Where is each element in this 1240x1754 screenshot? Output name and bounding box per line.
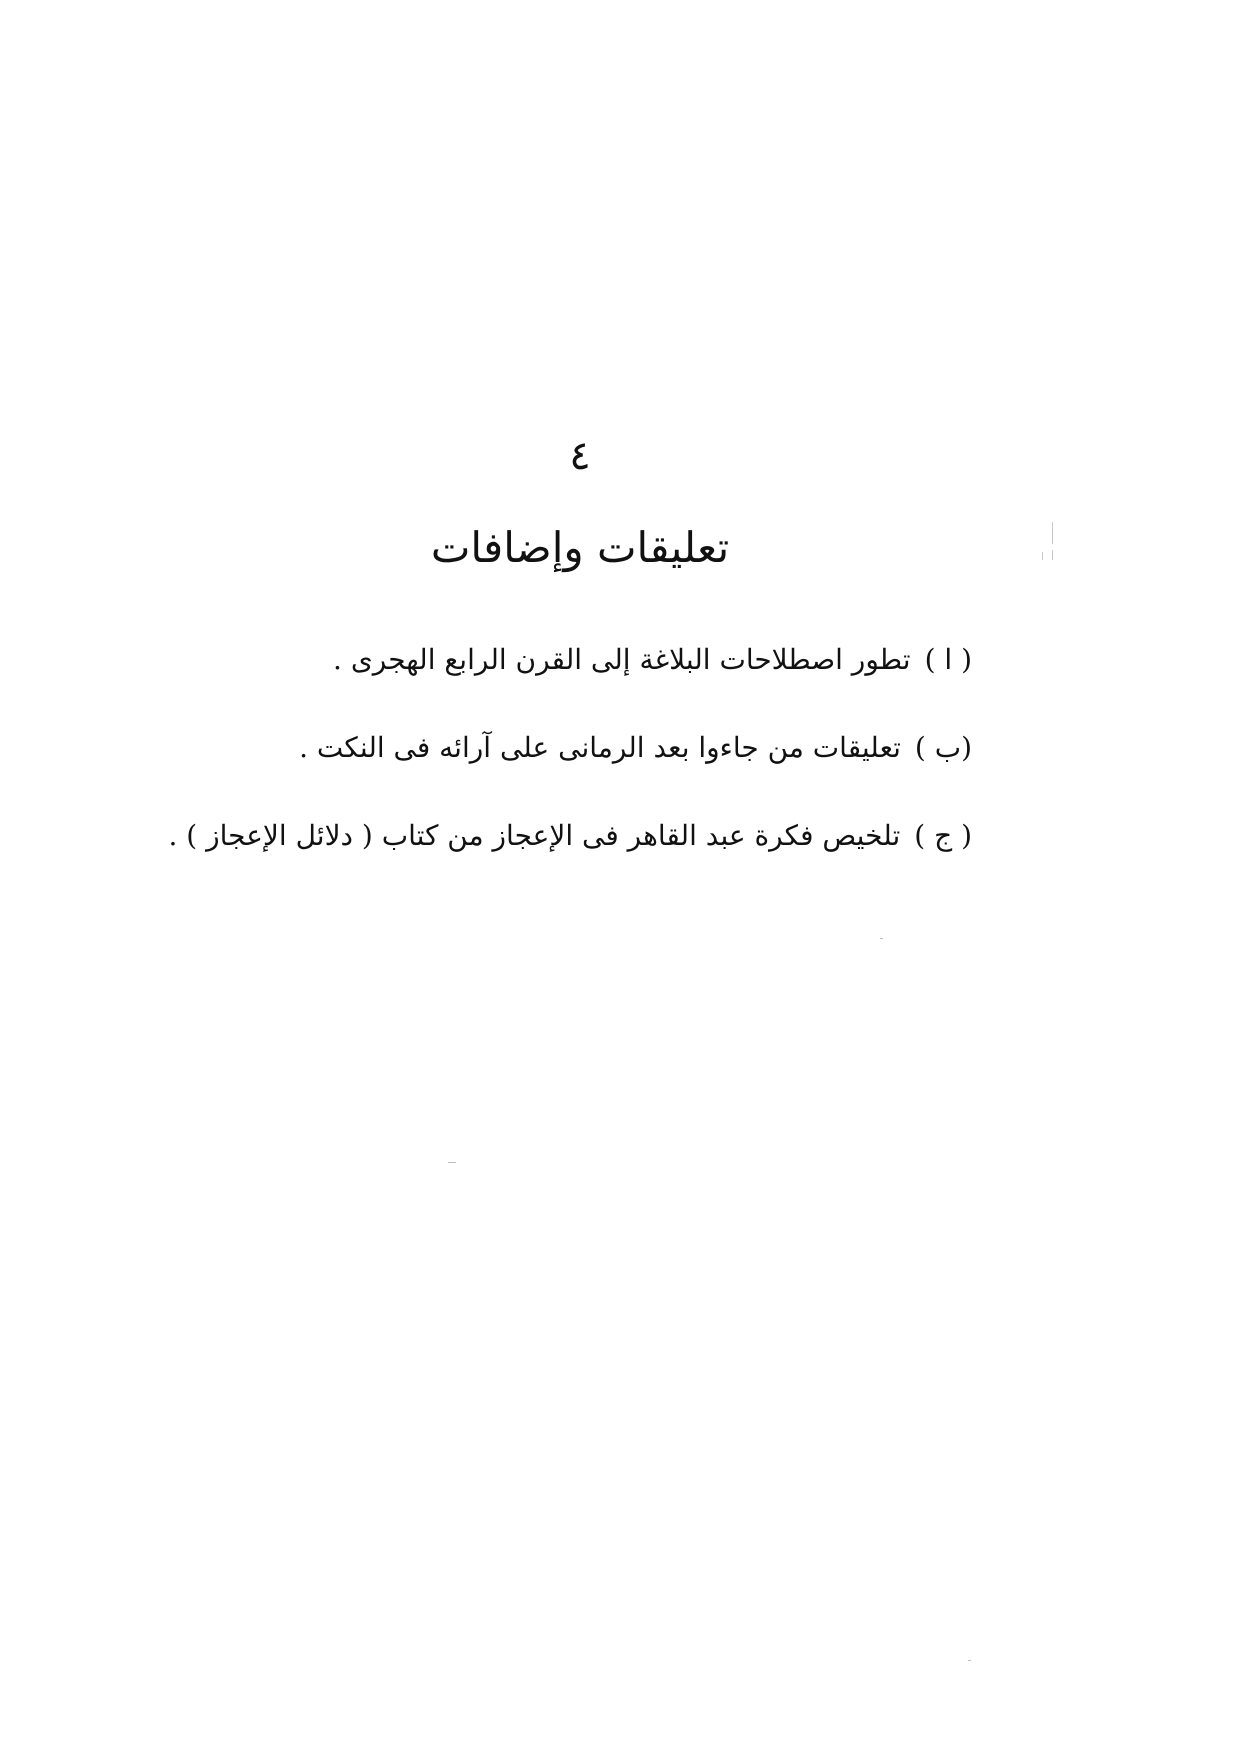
item-text: تطور اصطلاحات البلاغة إلى القرن الرابع الهجرى .: [333, 643, 911, 676]
contents-list: [152, 640, 972, 904]
item-marker: ( ج ): [914, 819, 972, 852]
list-item: [152, 640, 972, 728]
list-item: [152, 728, 972, 816]
item-text: تعليقات من جاءوا بعد الرمانى على آرائه فى النكت .: [299, 731, 901, 764]
chapter-number: ٤: [569, 433, 591, 479]
list-item: [152, 816, 972, 904]
item-marker: ( ا ): [924, 643, 972, 676]
item-text: تلخيص فكرة عبد القاهر فى الإعجاز من كتاب ( دلائل الإعجاز ) .: [168, 819, 901, 852]
margin-scan-marks: [1042, 522, 1056, 568]
chapter-title: تعليقات وإضافات: [430, 523, 730, 572]
item-marker: (ب ): [914, 731, 972, 764]
